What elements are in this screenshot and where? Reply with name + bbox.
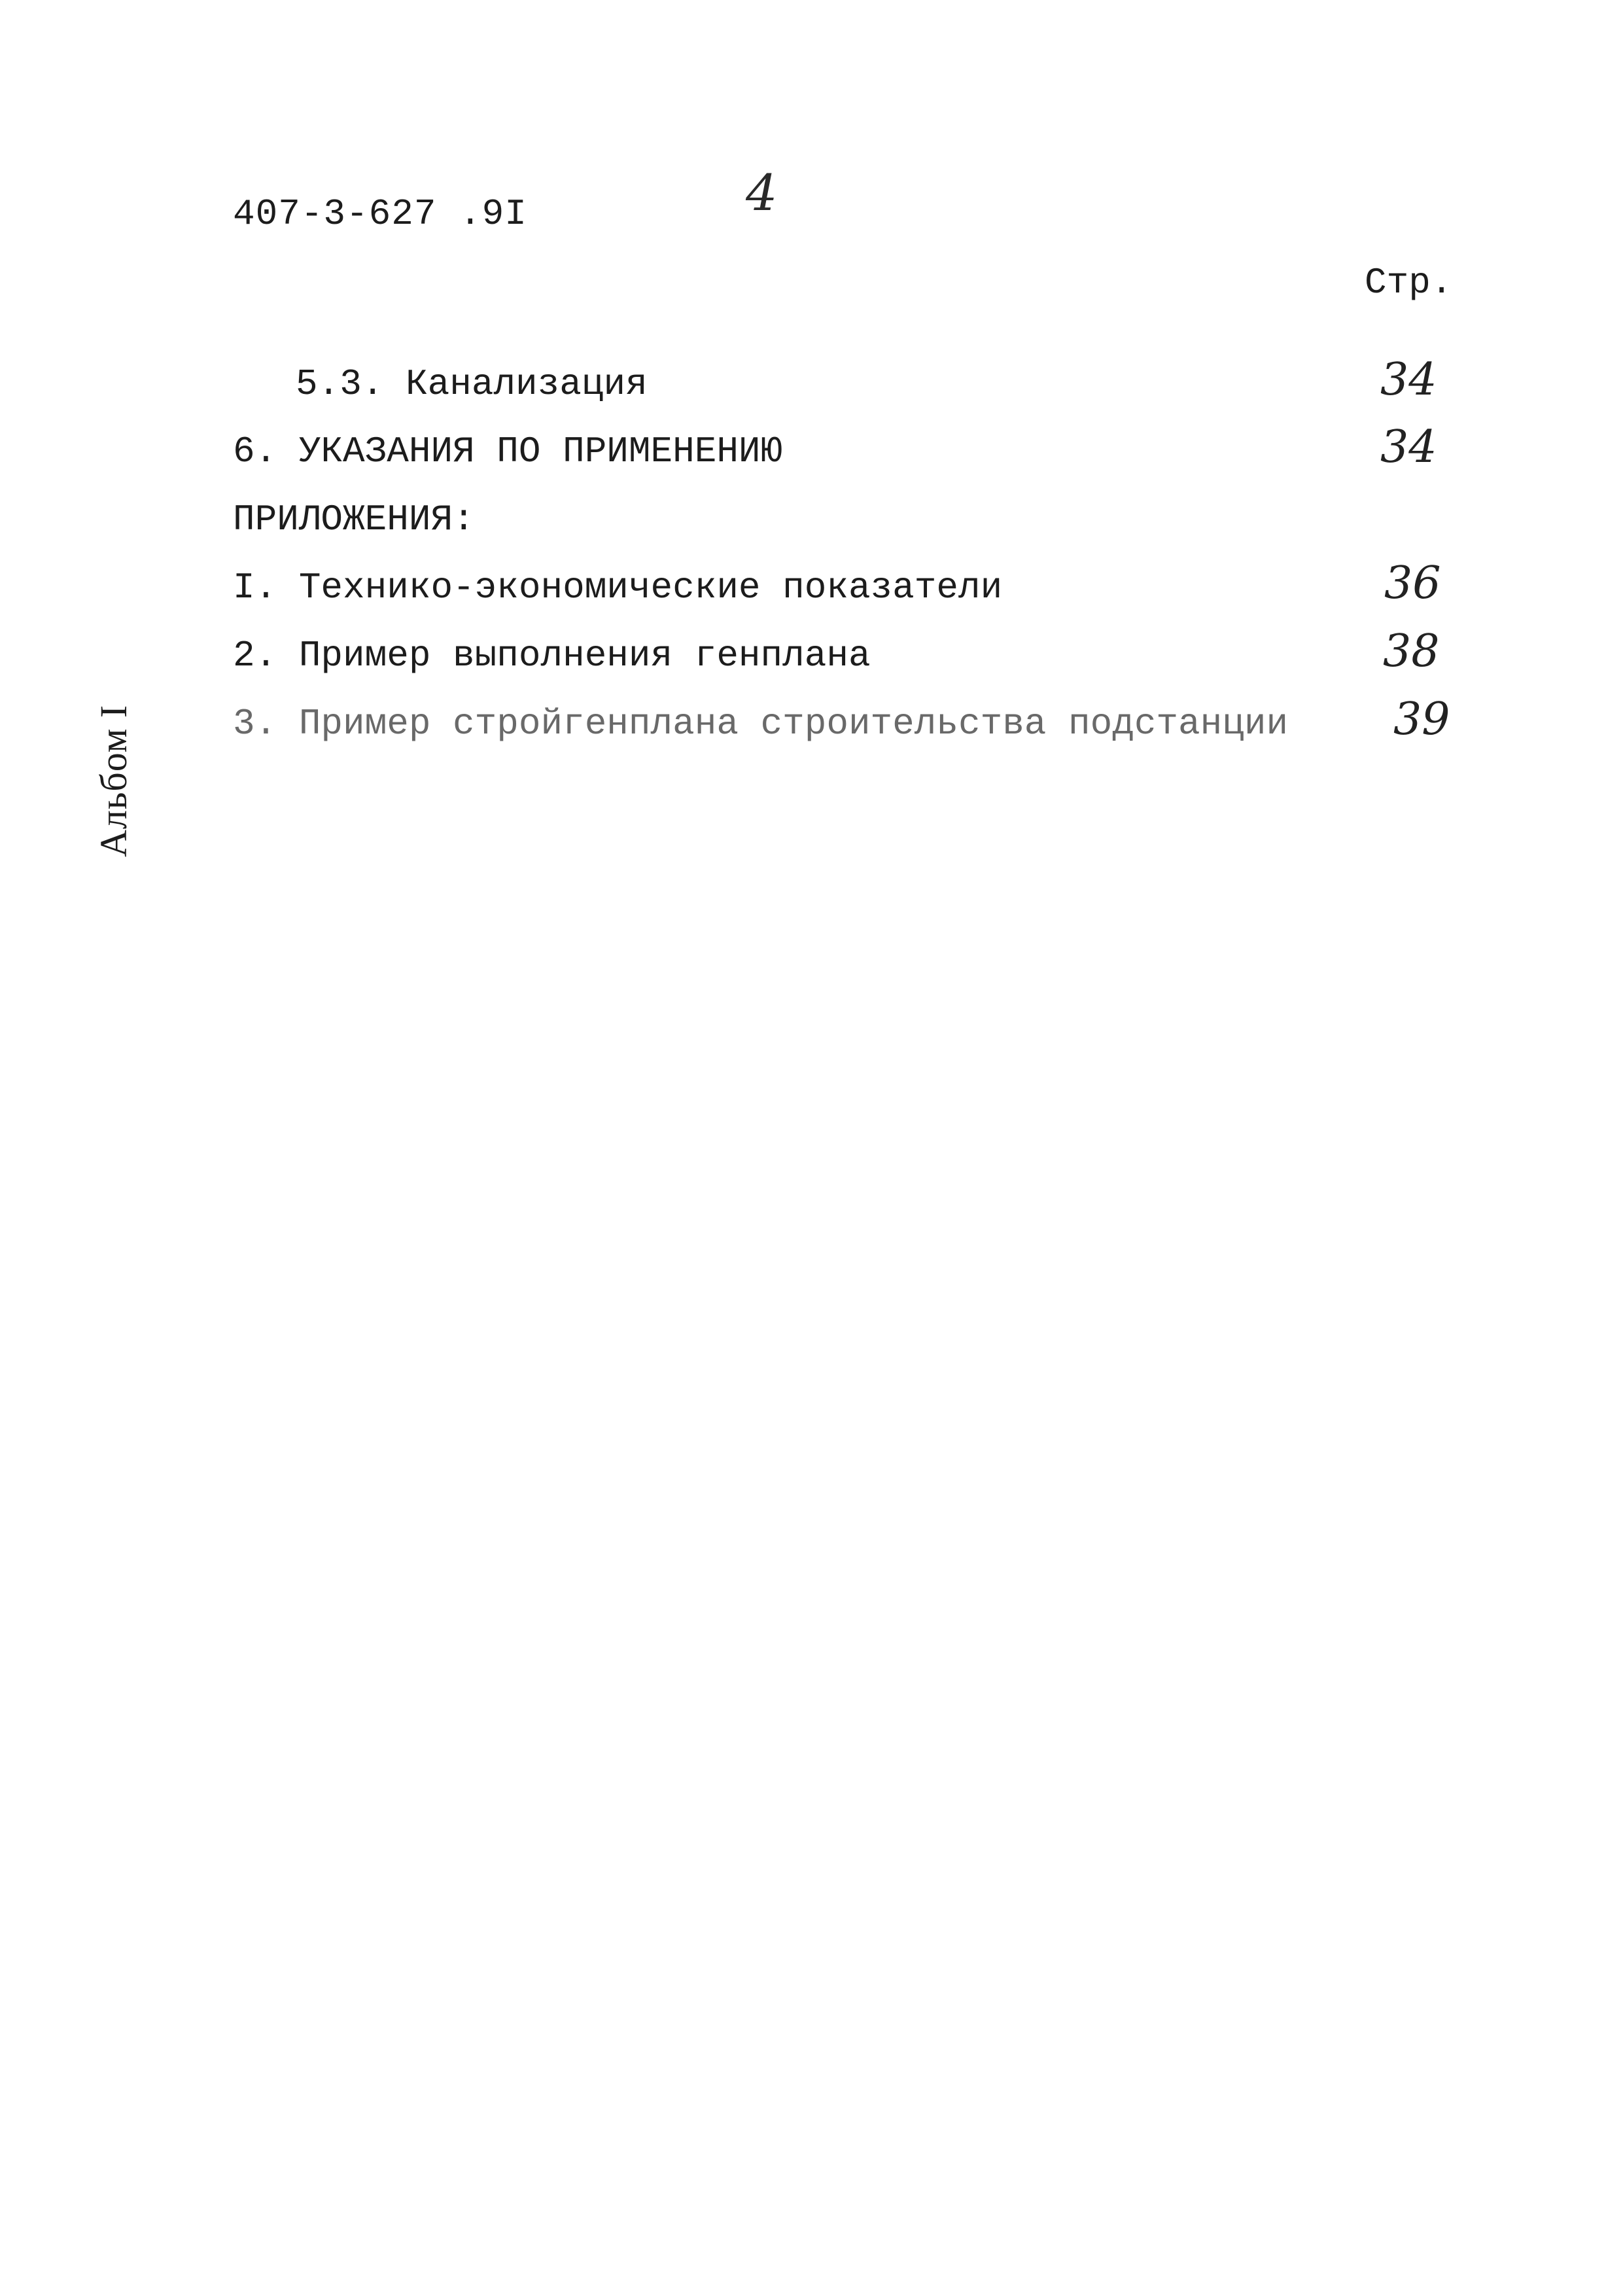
album-label: Альбом I	[92, 704, 135, 857]
toc-item-page: 34	[1380, 354, 1437, 406]
document-code: 407-3-627 .9I	[233, 193, 527, 235]
toc-item	[233, 557, 1450, 626]
toc-item-text: 2. Пример выполнения генплана	[233, 635, 871, 677]
toc-item-text: 3. Пример стройгенплана строительства подстанции	[233, 703, 1289, 745]
toc-item	[233, 354, 1450, 422]
toc-item	[233, 626, 1450, 694]
toc-item-page: 38	[1383, 626, 1440, 677]
toc-item-text: ПРИЛОЖЕНИЯ:	[233, 499, 475, 540]
page-column-header: Стр.	[1365, 262, 1453, 304]
toc-item-page: 34	[1380, 421, 1437, 473]
toc-item	[233, 499, 1450, 557]
toc-item	[233, 694, 1450, 762]
handwritten-page-number: 4	[746, 164, 778, 222]
toc-item-page: 39	[1393, 694, 1450, 745]
toc-item-text: I. Технико-экономические показатели	[233, 567, 1003, 609]
toc-item	[233, 421, 1450, 489]
toc-item-text: 6. УКАЗАНИЯ ПО ПРИМЕНЕНИЮ	[233, 431, 783, 472]
toc-item-text: 5.3. Канализация	[296, 363, 648, 405]
toc-item-page: 36	[1384, 557, 1441, 609]
